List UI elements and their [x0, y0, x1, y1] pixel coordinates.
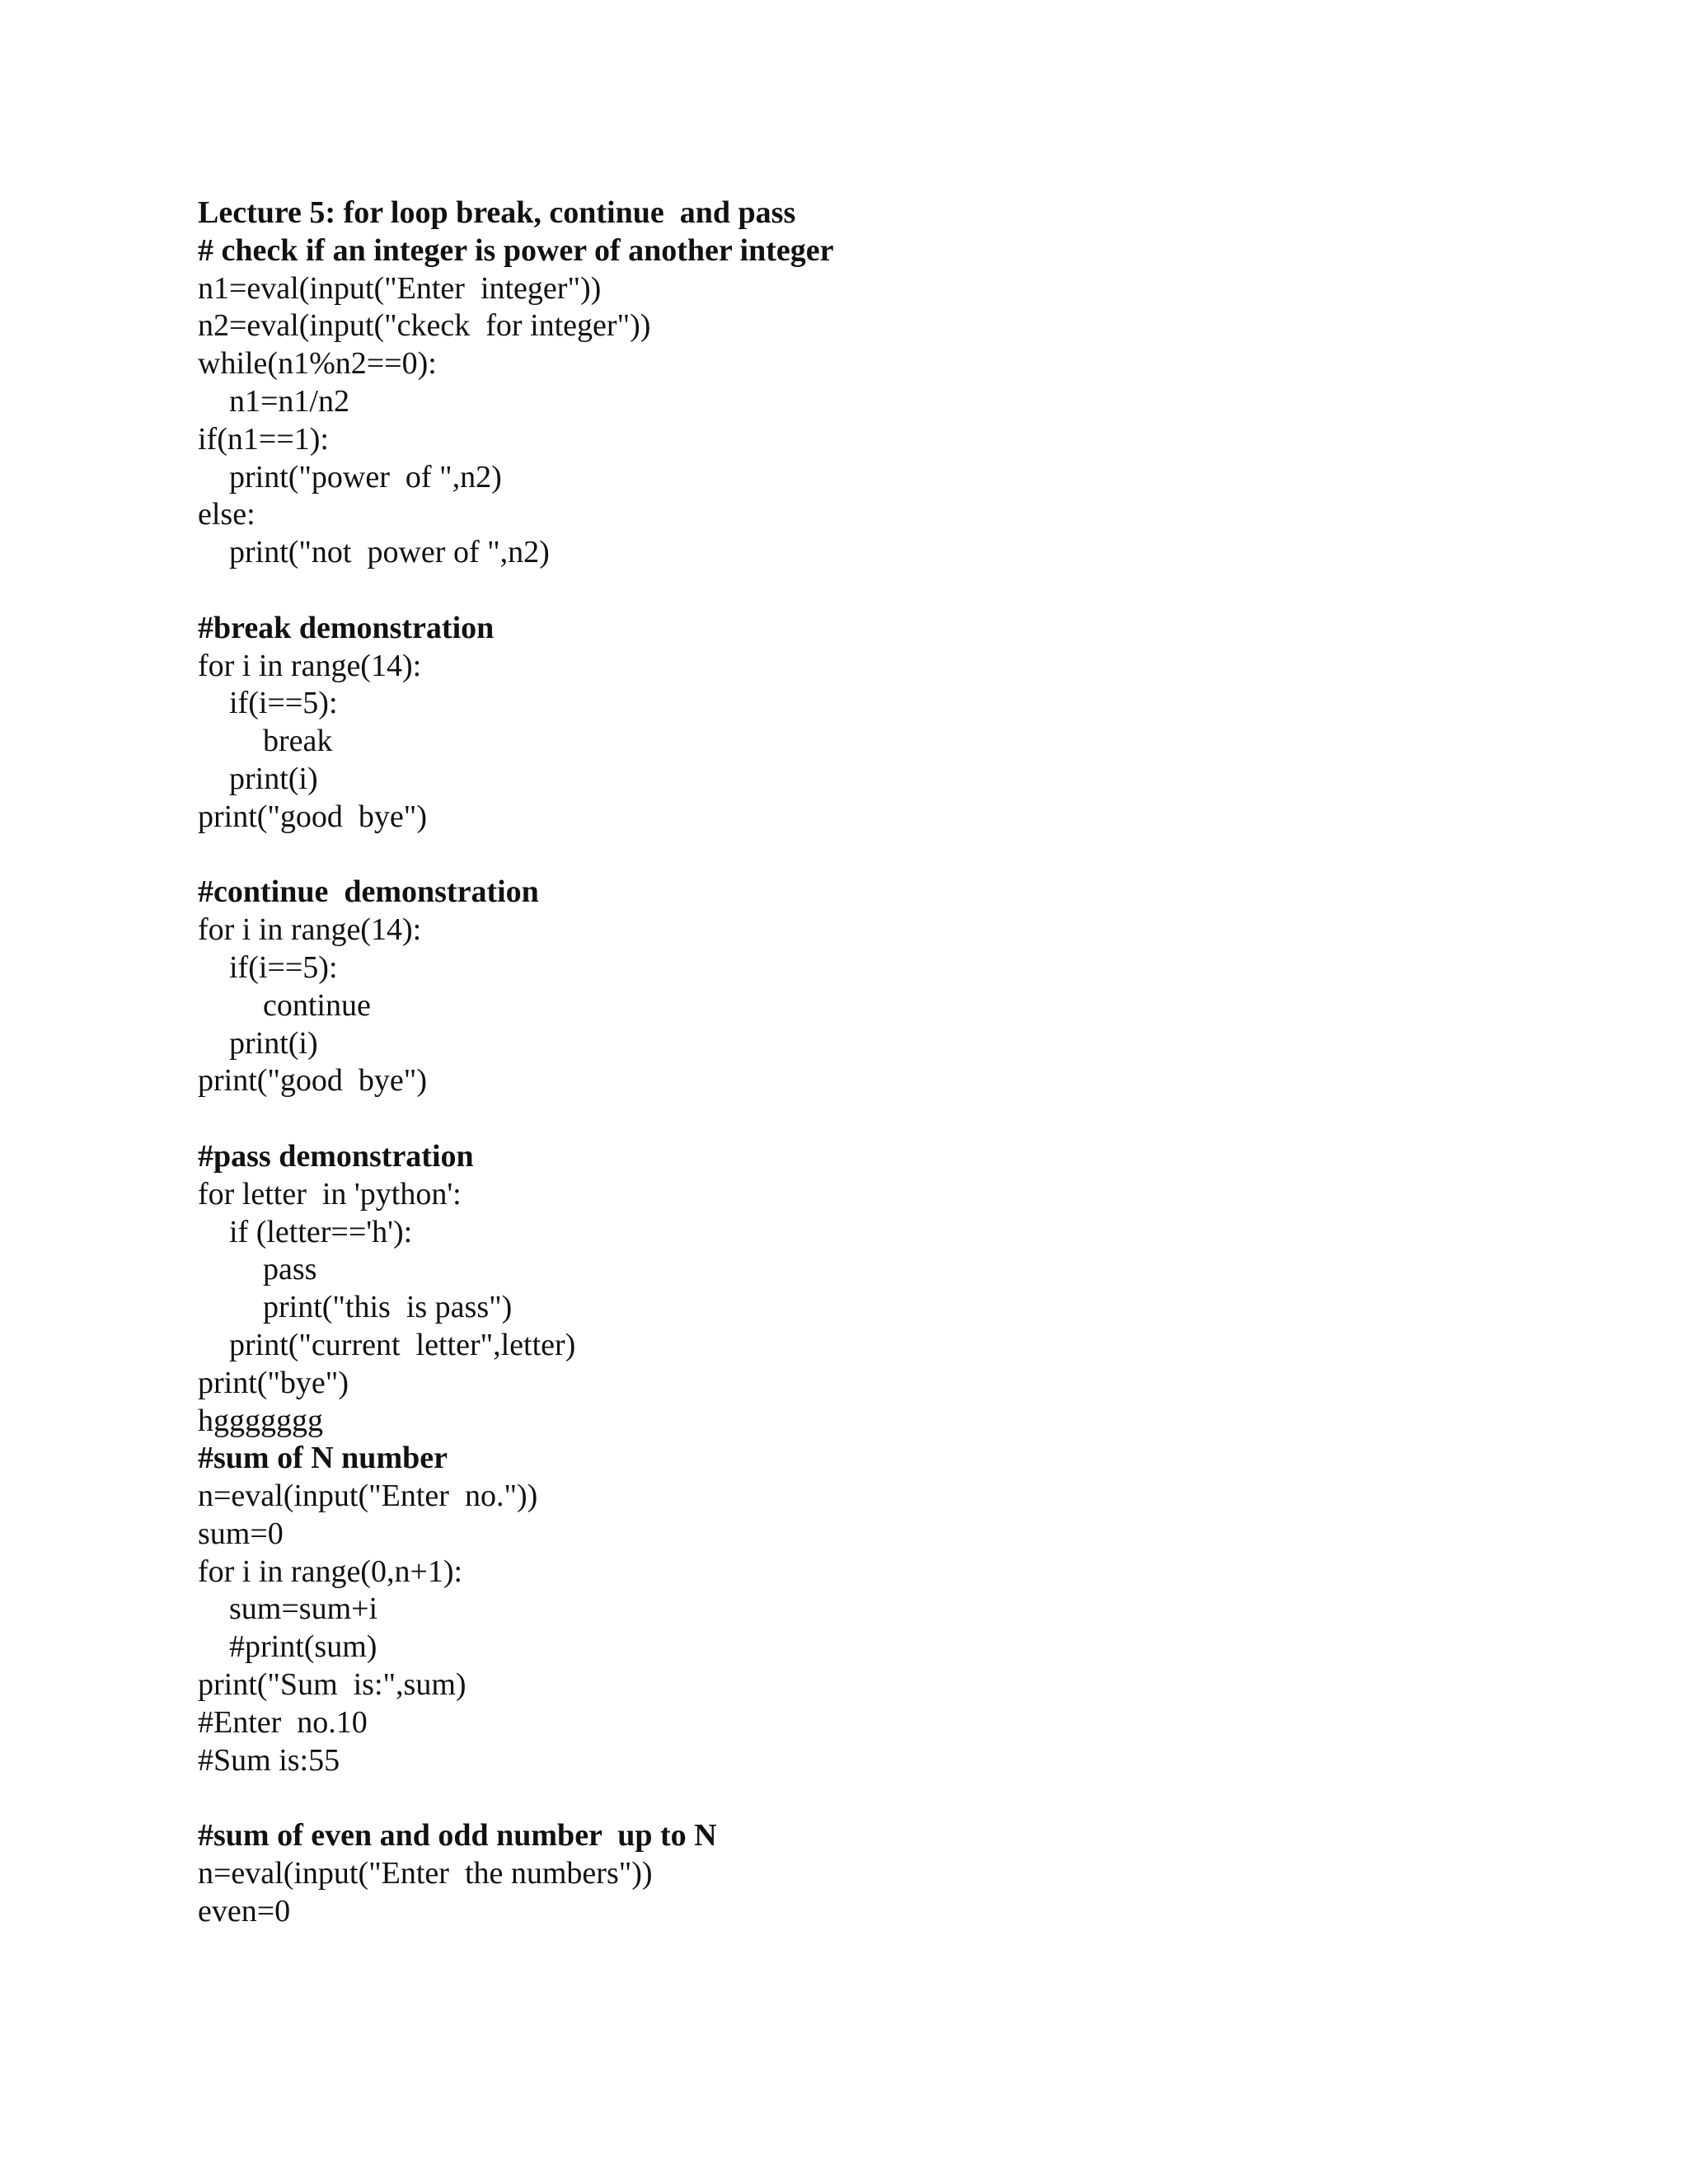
section-heading: #sum of even and odd number up to N: [198, 1818, 717, 1854]
code-line: pass: [263, 1252, 317, 1287]
code-line: for i in range(14):: [198, 912, 422, 948]
code-line: while(n1%n2==0):: [198, 346, 437, 382]
code-line: sum=sum+i: [229, 1591, 378, 1627]
code-line: #Sum is:55: [198, 1742, 340, 1778]
code-line: print(i): [229, 1025, 318, 1061]
code-line: #Enter no.10: [198, 1704, 368, 1740]
code-line: else:: [198, 497, 256, 532]
code-line: n2=eval(input("ckeck for integer")): [198, 308, 651, 344]
code-line: if(n1==1):: [198, 421, 329, 457]
code-line: continue: [263, 987, 371, 1023]
code-line: print("not power of ",n2): [229, 535, 550, 570]
blank-line: [198, 572, 1599, 610]
code-line: even=0: [198, 1893, 291, 1929]
code-line: for letter in 'python':: [198, 1176, 462, 1212]
section-heading: #sum of N number: [198, 1441, 448, 1476]
code-line: print("bye"): [198, 1365, 349, 1400]
code-line: print("good bye"): [198, 1063, 427, 1099]
code-line: n=eval(input("Enter no.")): [198, 1479, 538, 1514]
code-line: n=eval(input("Enter the numbers")): [198, 1856, 653, 1891]
section-heading: #break demonstration: [198, 610, 495, 645]
code-line: n1=eval(input("Enter integer")): [198, 270, 602, 306]
code-line: break: [263, 724, 333, 759]
blank-line: [198, 1779, 1599, 1817]
section-heading: #continue demonstration: [198, 874, 539, 910]
code-line: if(i==5):: [229, 686, 338, 721]
blank-line: [198, 837, 1599, 874]
code-line: n1=n1/n2: [229, 383, 349, 419]
section-heading: Lecture 5: for loop break, continue and pass: [198, 195, 796, 230]
code-line: hggggggg: [198, 1403, 323, 1438]
code-line: print("current letter",letter): [229, 1327, 576, 1362]
code-line: print("power of ",n2): [229, 459, 502, 494]
code-line: print("Sum is:",sum): [198, 1667, 467, 1703]
code-line: if(i==5):: [229, 949, 338, 985]
code-line: #print(sum): [229, 1629, 377, 1665]
code-line: sum=0: [198, 1516, 284, 1551]
blank-line: [198, 1100, 1599, 1138]
code-line: print(i): [229, 761, 318, 796]
code-line: print("this is pass"): [263, 1290, 513, 1325]
code-line: if (letter=='h'):: [229, 1214, 413, 1249]
document-body: [198, 194, 1599, 1931]
code-line: for i in range(0,n+1):: [198, 1554, 463, 1589]
section-heading: # check if an integer is power of another integer: [198, 232, 834, 268]
code-line: print("good bye"): [198, 799, 427, 834]
section-heading: #pass demonstration: [198, 1138, 474, 1174]
code-line: for i in range(14):: [198, 648, 422, 683]
